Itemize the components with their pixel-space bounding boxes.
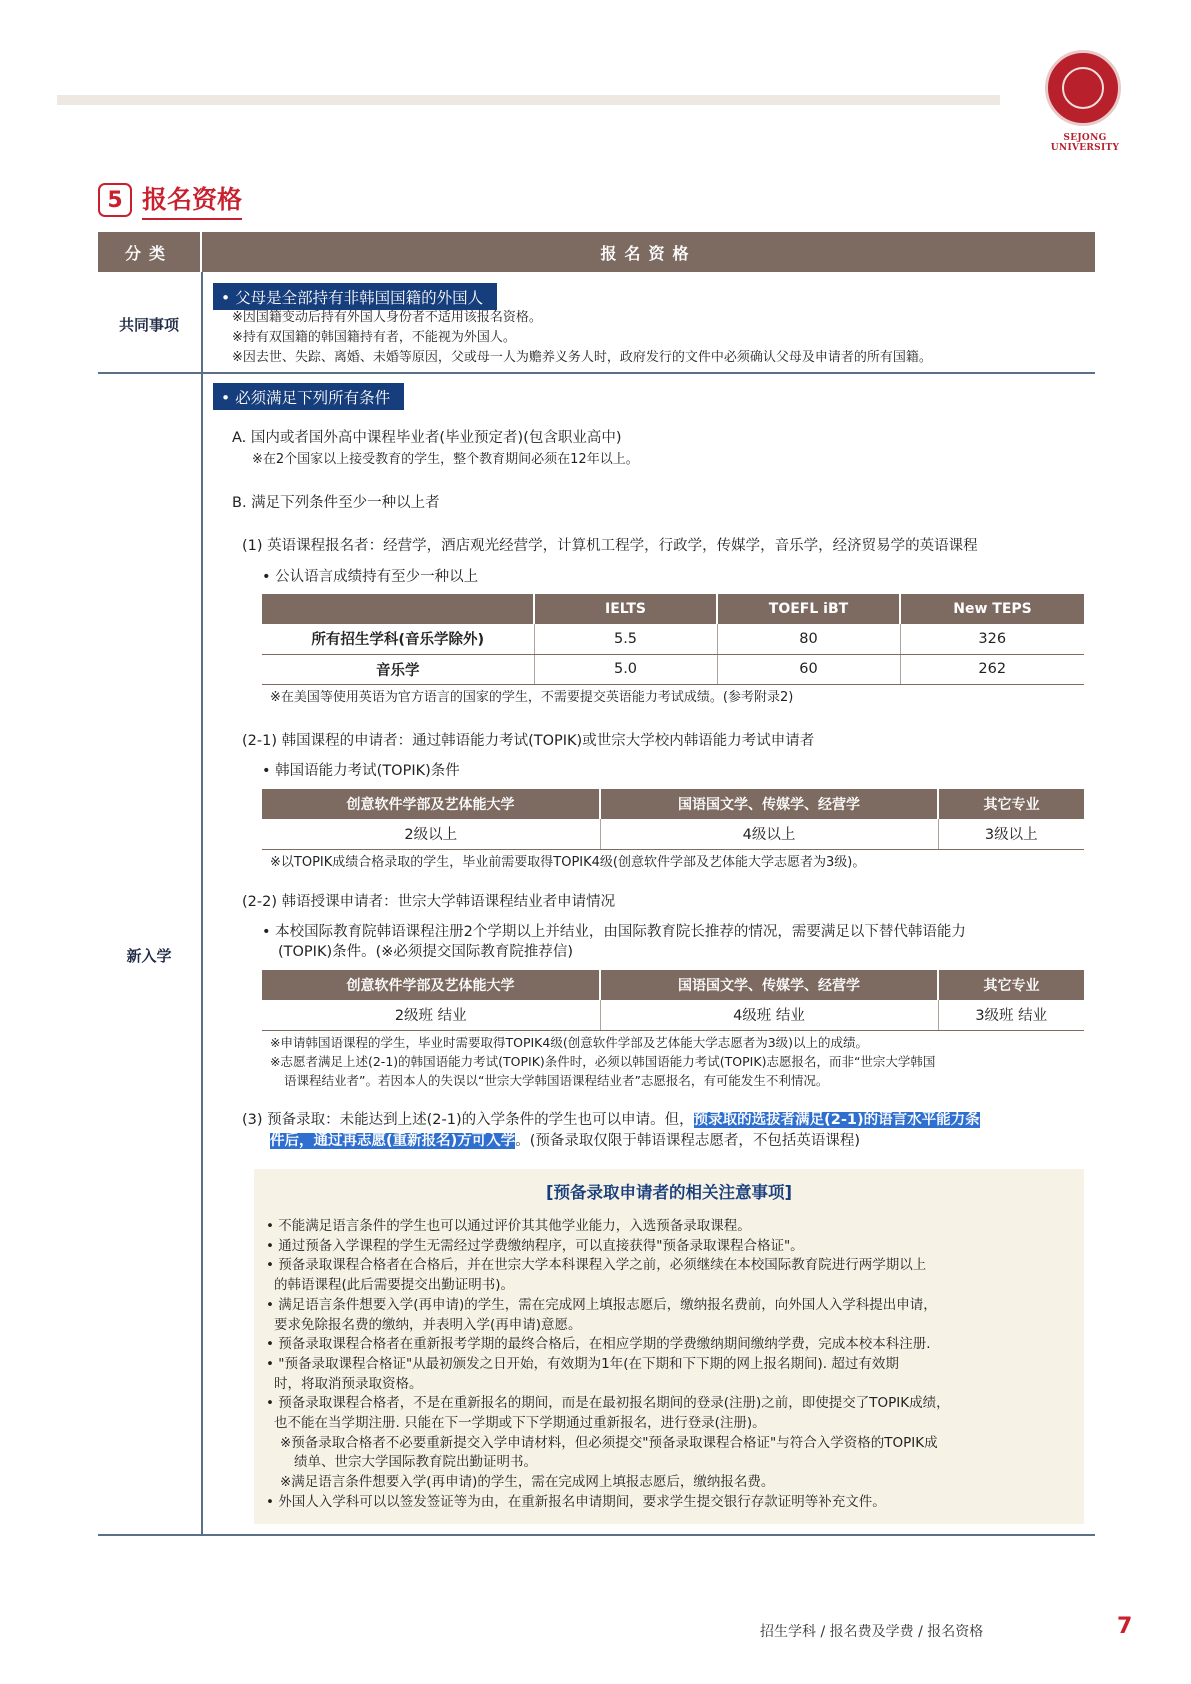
condition-b1-note: ※在美国等使用英语为官方语言的国家的学生，不需要提交英语能力考试成绩。(参考附录2) — [270, 690, 794, 705]
table-row — [262, 624, 1084, 654]
condition-b22-note-2: ※志愿者满足上述(2-1)的韩国语能力考试(TOPIK)条件时，必须以韩国语能力考试(TOPIK)志愿报名，而非“世宗大学韩国 — [270, 1054, 936, 1069]
top-decor-bar — [57, 95, 1000, 105]
table-header — [98, 232, 1095, 272]
eng-header-ielts: IELTS — [534, 594, 717, 624]
section-number: 5 — [98, 183, 132, 217]
topik-cell: 2级以上 — [262, 819, 600, 849]
list-item: 的韩语课程(此后需要提交出勤证明书)。 — [274, 1277, 515, 1294]
condition-b22-note-3: 语课程结业者”。若因本人的失误以“世宗大学韩国语课程结业者”志愿报名，有可能发生不利情况。 — [284, 1073, 829, 1088]
topik-header-1: 创意软件学部及艺体能大学 — [262, 789, 600, 819]
class-cell: 4级班 结业 — [600, 1000, 938, 1030]
list-item: 绩单、世宗大学国际教育院出勤证明书。 — [294, 1454, 537, 1471]
eng-cell: 262 — [900, 654, 1084, 684]
table-bottom-border — [98, 1534, 1095, 1536]
category-new: 新入学 — [126, 947, 172, 965]
eng-header-toefl: TOEFL iBT — [717, 594, 900, 624]
eng-cell: 326 — [900, 624, 1084, 654]
condition-b22-bullet-1: • 本校国际教育院韩语课程注册2个学期以上并结业，由国际教育院长推荐的情况，需要满足以下替代韩语能力 — [262, 924, 966, 940]
condition-b22: (2-2) 韩语授课申请者：世宗大学韩语课程结业者申请情况 — [242, 894, 616, 910]
b3-highlight-2: 件后，通过再志愿(重新报名)方可入学 — [270, 1133, 516, 1149]
list-item: • 不能满足语言条件的学生也可以通过评价其其他学业能力，入选预备录取课程。 — [266, 1218, 751, 1234]
list-item: • 满足语言条件想要入学(再申请)的学生，需在完成网上填报志愿后，缴纳报名费前，向外国人入学科提出申请， — [266, 1296, 937, 1313]
list-item: ※满足语言条件想要入学(再申请)的学生，需在完成网上填报志愿后，缴纳报名费。 — [280, 1474, 775, 1491]
condition-b22-note-1: ※申请韩国语课程的学生，毕业时需要取得TOPIK4级(创意软件学部及艺体能大学志愿者为3级)以上的成绩。 — [270, 1035, 869, 1050]
eng-header-blank — [262, 594, 534, 624]
condition-b21-bullet: • 韩国语能力考试(TOPIK)条件 — [262, 763, 460, 779]
category-common: 共同事项 — [118, 316, 179, 334]
provisional-admission-notes — [254, 1169, 1084, 1524]
condition-b21: (2-1) 韩国课程的申请者：通过韩语能力考试(TOPIK)或世宗大学校内韩语能力考试申请者 — [242, 733, 815, 749]
eng-cell: 5.0 — [534, 654, 717, 684]
eng-cell: 5.5 — [534, 624, 717, 654]
topik-cell: 3级以上 — [938, 819, 1084, 849]
table-row — [262, 1000, 1084, 1030]
page-number: 7 — [1117, 1614, 1133, 1639]
eng-cell: 60 — [717, 654, 900, 684]
common-requirement-pill: • 父母是全部持有非韩国国籍的外国人 — [213, 283, 497, 310]
b3-highlight-1: 预录取的选拔者满足(2-1)的语言水平能力条 — [693, 1112, 980, 1128]
list-item: • "预备录取课程合格证"从最初颁发之日开始，有效期为1年(在下期和下下期的网上报名期间). 超过有效期 — [266, 1355, 899, 1372]
notebox-list — [266, 1217, 1076, 1513]
footer-breadcrumb: 招生学科 / 报名费及学费 / 报名资格 — [760, 1624, 984, 1640]
condition-b22-bullet-2: (TOPIK)条件。(※必须提交国际教育院推荐信) — [278, 944, 574, 960]
eng-row-label: 所有招生学科(音乐学除外) — [262, 624, 534, 654]
condition-b21-note: ※以TOPIK成绩合格录取的学生，毕业前需要取得TOPIK4级(创意软件学部及艺体能大学志愿者为3级)。 — [270, 855, 866, 870]
row-divider — [98, 372, 1095, 374]
common-note-3: ※因去世、失踪、离婚、未婚等原因，父或母一人为赡养义务人时，政府发行的文件中必须确认父母及申请者的所有国籍。 — [232, 350, 932, 365]
notebox-title: [预备录取申请者的相关注意事项] — [545, 1183, 793, 1202]
condition-a: A. 国内或者国外高中课程毕业者(毕业预定者)(包含职业高中) — [232, 430, 622, 446]
university-name: SEJONG UNIVERSITY — [1050, 133, 1120, 153]
column-divider — [201, 272, 203, 1536]
class-header-2: 国语国文学、传媒学、经营学 — [600, 970, 938, 1000]
condition-b3-line-1 — [242, 1111, 980, 1130]
list-item: • 外国人入学科可以以签发签证等为由，在重新报名申请期间，要求学生提交银行存款证明等补充文件。 — [266, 1493, 886, 1510]
header-category: 分类 — [98, 232, 202, 272]
topik-table — [262, 789, 1084, 850]
section-title: 报名资格 — [142, 180, 242, 220]
common-note-2: ※持有双国籍的韩国籍持有者，不能视为外国人。 — [232, 330, 516, 345]
condition-b3-line-2 — [270, 1132, 860, 1151]
b3-text-a: (3) 预备录取：未能达到上述(2-1)的入学条件的学生也可以申请。但， — [242, 1112, 694, 1128]
eng-cell: 80 — [717, 624, 900, 654]
b3-text-b: 。(预备录取仅限于韩语课程志愿者，不包括英语课程) — [515, 1133, 861, 1149]
topik-cell: 4级以上 — [600, 819, 938, 849]
new-requirement-pill: • 必须满足下列所有条件 — [213, 383, 404, 410]
section-heading — [98, 180, 242, 220]
university-seal-logo — [1045, 50, 1121, 126]
list-item: • 预备录取课程合格者，不是在重新报名的期间，而是在最初报名期间的登录(注册)之前，即使提交了TOPIK成绩， — [266, 1395, 950, 1412]
table-row — [262, 654, 1084, 684]
class-completion-table — [262, 970, 1084, 1031]
eng-header-teps: New TEPS — [900, 594, 1084, 624]
list-item: • 通过预备入学课程的学生无需经过学费缴纳程序，可以直接获得"预备录取课程合格证"。 — [266, 1237, 804, 1254]
list-item: 也不能在当学期注册. 只能在下一学期或下下学期通过重新报名，进行登录(注册)。 — [274, 1415, 766, 1432]
list-item: ※预备录取合格者不必要重新提交入学申请材料，但必须提交"预备录取课程合格证"与符合入学资格的TOPIK成 — [280, 1434, 938, 1451]
list-item: • 预备录取课程合格者在重新报考学期的最终合格后，在相应学期的学费缴纳期间缴纳学费，完成本校本科注册. — [266, 1336, 931, 1353]
class-header-3: 其它专业 — [938, 970, 1084, 1000]
list-item: • 预备录取课程合格者在合格后，并在世宗大学本科课程入学之前，必须继续在本校国际教育院进行两学期以上 — [266, 1257, 927, 1274]
condition-b: B. 满足下列条件至少一种以上者 — [232, 495, 440, 511]
header-qualification: 报名资格 — [600, 243, 697, 263]
eng-row-label: 音乐学 — [262, 654, 534, 684]
list-item: 时，将取消预录取资格。 — [274, 1375, 423, 1392]
topik-header-3: 其它专业 — [938, 789, 1084, 819]
topik-header-2: 国语国文学、传媒学、经营学 — [600, 789, 938, 819]
condition-b1: (1) 英语课程报名者：经营学，酒店观光经营学，计算机工程学，行政学，传媒学，音乐学，经济贸易学的英语课程 — [242, 538, 978, 554]
class-cell: 2级班 结业 — [262, 1000, 600, 1030]
common-note-1: ※因国籍变动后持有外国人身份者不适用该报名资格。 — [232, 310, 542, 325]
table-row — [262, 819, 1084, 849]
class-header-1: 创意软件学部及艺体能大学 — [262, 970, 600, 1000]
list-item: 要求免除报名费的缴纳，并表明入学(再申请)意愿。 — [274, 1316, 582, 1333]
english-score-table — [262, 594, 1084, 685]
condition-b1-bullet: • 公认语言成绩持有至少一种以上 — [262, 569, 479, 585]
condition-a-note: ※在2个国家以上接受教育的学生，整个教育期间必须在12年以上。 — [252, 452, 639, 467]
class-cell: 3级班 结业 — [938, 1000, 1084, 1030]
